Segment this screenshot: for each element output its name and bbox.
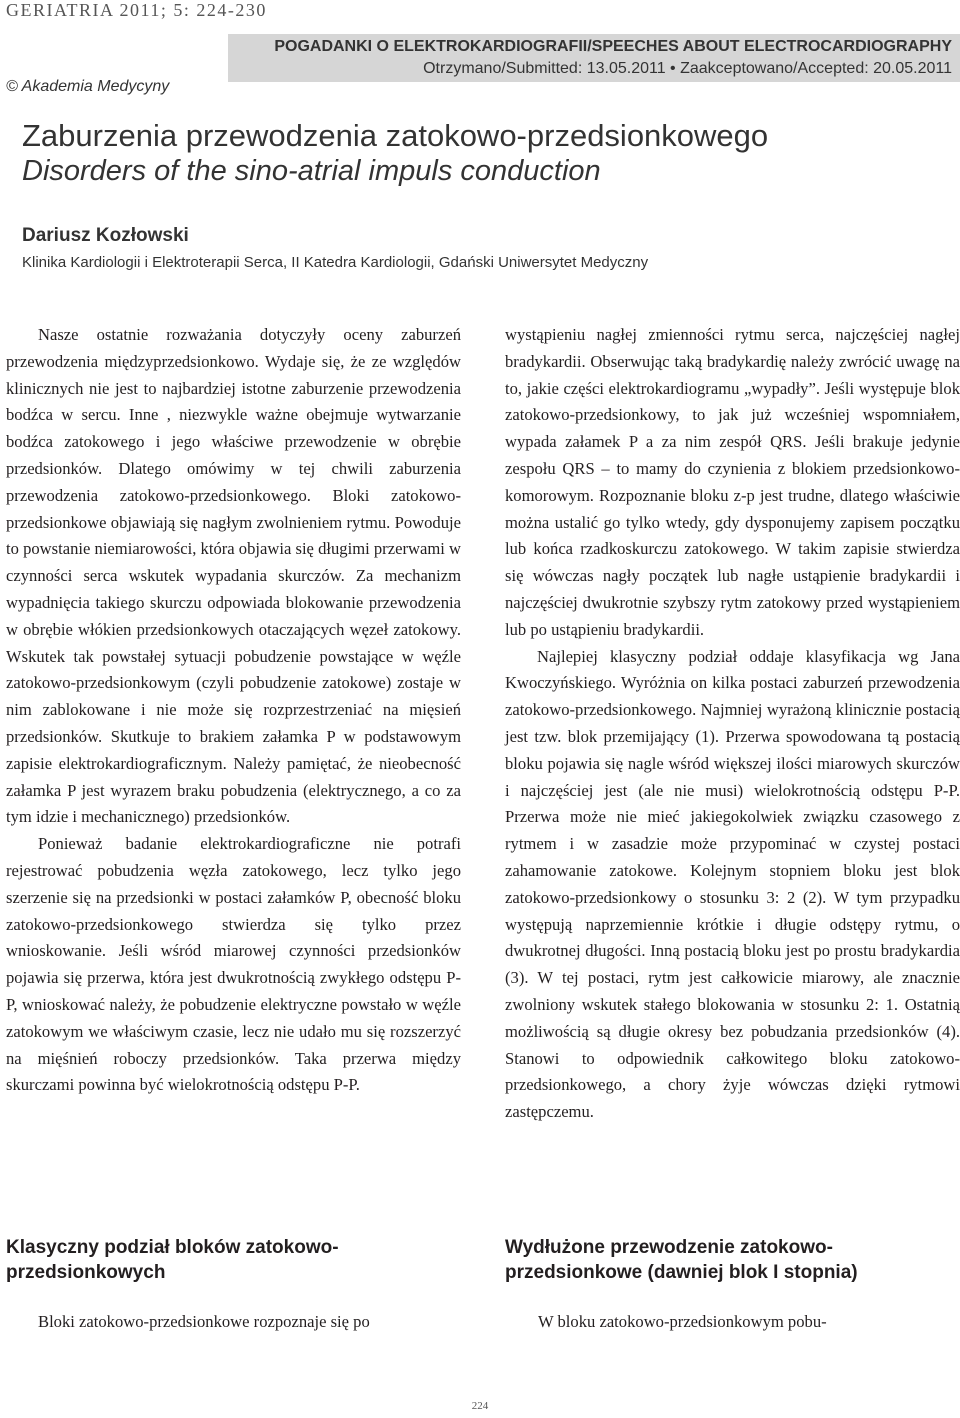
author-affiliation: Klinika Kardiologii i Elektroterapii Serca, II Katedra Kardiologii, Gdański Uniwersytet Medyczny (22, 254, 649, 271)
article-title-english: Disorders of the sino-atrial impuls conduction (22, 155, 601, 187)
author-name: Dariusz Kozłowski (22, 225, 189, 246)
right-paragraph-2: Najlepiej klasyczny podział oddaje klasyfikacja wg Jana Kwoczyńskiego. Wyróżnia on kilka postaci zaburzeń przewodzenia zatokowo-przedsionkowego. Najmniej wyrażoną klinicznie postacią jest tzw. blok przemijający (1). Przerwa spowodowana tą postacią bloku pojawia się nagle wśród większej ilości miarowych skurczów i najczęściej jest (ale nie musi) wielokrotnością odstępu P-P. Przerwa może nie mieć jakiegokolwiek związku czasowego z rytmem i w zasadzie może przypominać w czystej postaci zahamowanie zatokowe. Kolejnym stopniem bloku jest blok zatokowo-przedsionkowy o stosunku 3: 2 (2). W tym przypadku występują naprzemiennie krótkie i długie odstępy rytmu, o dwukrotnej długości. Inną postacią bloku jest po prostu bradykardia (3). W tej postaci, rytm jest całkowicie miarowy, ale znacznie zwolniony wskutek stałego blokowania w stosunku 2: 1. Ostatnią możliwością są długie okresy bez pobudzania przedsionków (4). Stanowi to odpowiednik całkowitego bloku zatokowo-przedsionkowego, a chory żyje wówczas dzięki rytmowi zastępczemu. (505, 646, 960, 1122)
left-column (6, 322, 461, 1099)
left-paragraph-1: Nasze ostatnie rozważania dotyczyły oceny zaburzeń przewodzenia międzyprzedsionkowo. Wydaje się, że ze względów klinicznych nie jest to najbardziej istotne zaburzenie przewodzenia bodźca w sercu. Inne , niezwykle ważne obejmuje wytwarzanie bodźca zatokowego i jego właściwe przewodzenie w obrębie przedsionków. Dlatego omówimy w tej chwili zaburzenia przewodzenia zatokowo-przedsionkowego. Bloki zatokowo-przedsionkowe objawiają się nagłym zwolnieniem rytmu. Powoduje to powstanie niemiarowości, która objawia się długimi przerwami w czynności serca wskutek wypadania skurczów. Za mechanizm wypadnięcia takiego skurczu odpowiada blokowanie przewodzenia w obrębie włókien przedsionkowych otaczających węzeł zatokowy. Wskutek tak powstałej sytuacji pobudzenie powstające w węźle zatokowo-przedsionkowym (czyli pobudzenie zatokowe) zostaje w nim zablokowane i nie może się rozprzestrzeniać na mięsień przedsionków. Skutkuje to brakiem załamka P w podstawowym zapisie elektrokardiograficznym. Należy pamiętać, że nieobecność załamka P jest wyrazem braku pobudzenia (elektrycznego, a co za tym idzie i mechanicznego) przedsionków. (6, 325, 461, 827)
right-paragraph-1: wystąpieniu nagłej zmienności rytmu serca, najczęściej nagłej bradykardii. Obserwując taką bradykardię należy zwrócić uwagę na to, jakie części elektrokardiogramu „wypadły”. Jeśli występuje blok zatokowo-przedsionkowy, to jak już wcześniej wspomniałem, wypada załamek P a za nim zespół QRS. Jeśli brakuje jedynie zespołu QRS – to mamy do czynienia z blokiem przedsionkowo-komorowym. Rozpoznanie bloku z-p jest trudne, dlatego właściwie można ustalić go tylko wtedy, gdy dysponujemy zapisem początku lub końca rzadkoskurczu zatokowego. W takim zapisie stwierdza się wówczas nagły początek lub nagłe ustąpienie bradykardii i najczęściej dwukrotnie szybszy rytm zatokowy przed wystąpieniem lub po ustąpieniu bradykardii. (505, 325, 960, 639)
right-column (505, 322, 960, 1126)
left-section-text: Bloki zatokowo-przedsionkowe rozpoznaje się po (38, 1312, 370, 1331)
copyright-notice: © Akademia Medycyny (6, 78, 170, 95)
article-title-polish: Zaburzenia przewodzenia zatokowo-przedsionkowego (22, 118, 769, 153)
section-heading-prolonged-conduction: Wydłużone przewodzenie zatokowo-przedsionkowe (dawniej blok I stopnia) (505, 1237, 858, 1283)
left-paragraph-2: Ponieważ badanie elektrokardiograficzne nie potrafi rejestrować pobudzenia węzła zatokowego, lecz tylko jego szerzenie się na przedsionki w postaci załamków P, obecność bloku zatokowo-przedsionkowego stwierdza się tylko przez wnioskowanie. Jeśli wśród miarowej czynności przedsionków pojawia się przerwa, która jest dwukrotnością zwykłego odstępu P-P, wnioskować należy, że pobudzenie elektryczne powstało w węźle zatokowym we właściwym czasie, lecz nie udało mu się rozszerzyć na mięśnień roboczy przedsionków. Taka przerwa między skurczami powinna być wielokrotnością odstępu P-P. (6, 834, 461, 1095)
journal-citation: GERIATRIA 2011; 5: 224-230 (6, 0, 267, 20)
series-title: POGADANKI O ELEKTROKARDIOGRAFII/SPEECHES ABOUT ELECTROCARDIOGRAPHY (274, 38, 952, 55)
section-heading-classification: Klasyczny podział bloków zatokowo-przedsionkowych (6, 1237, 339, 1283)
submission-dates: Otrzymano/Submitted: 13.05.2011 • Zaakceptowano/Accepted: 20.05.2011 (423, 60, 952, 77)
right-section-text: W bloku zatokowo-przedsionkowym pobu- (538, 1312, 827, 1331)
page-number: 224 (471, 1400, 489, 1412)
